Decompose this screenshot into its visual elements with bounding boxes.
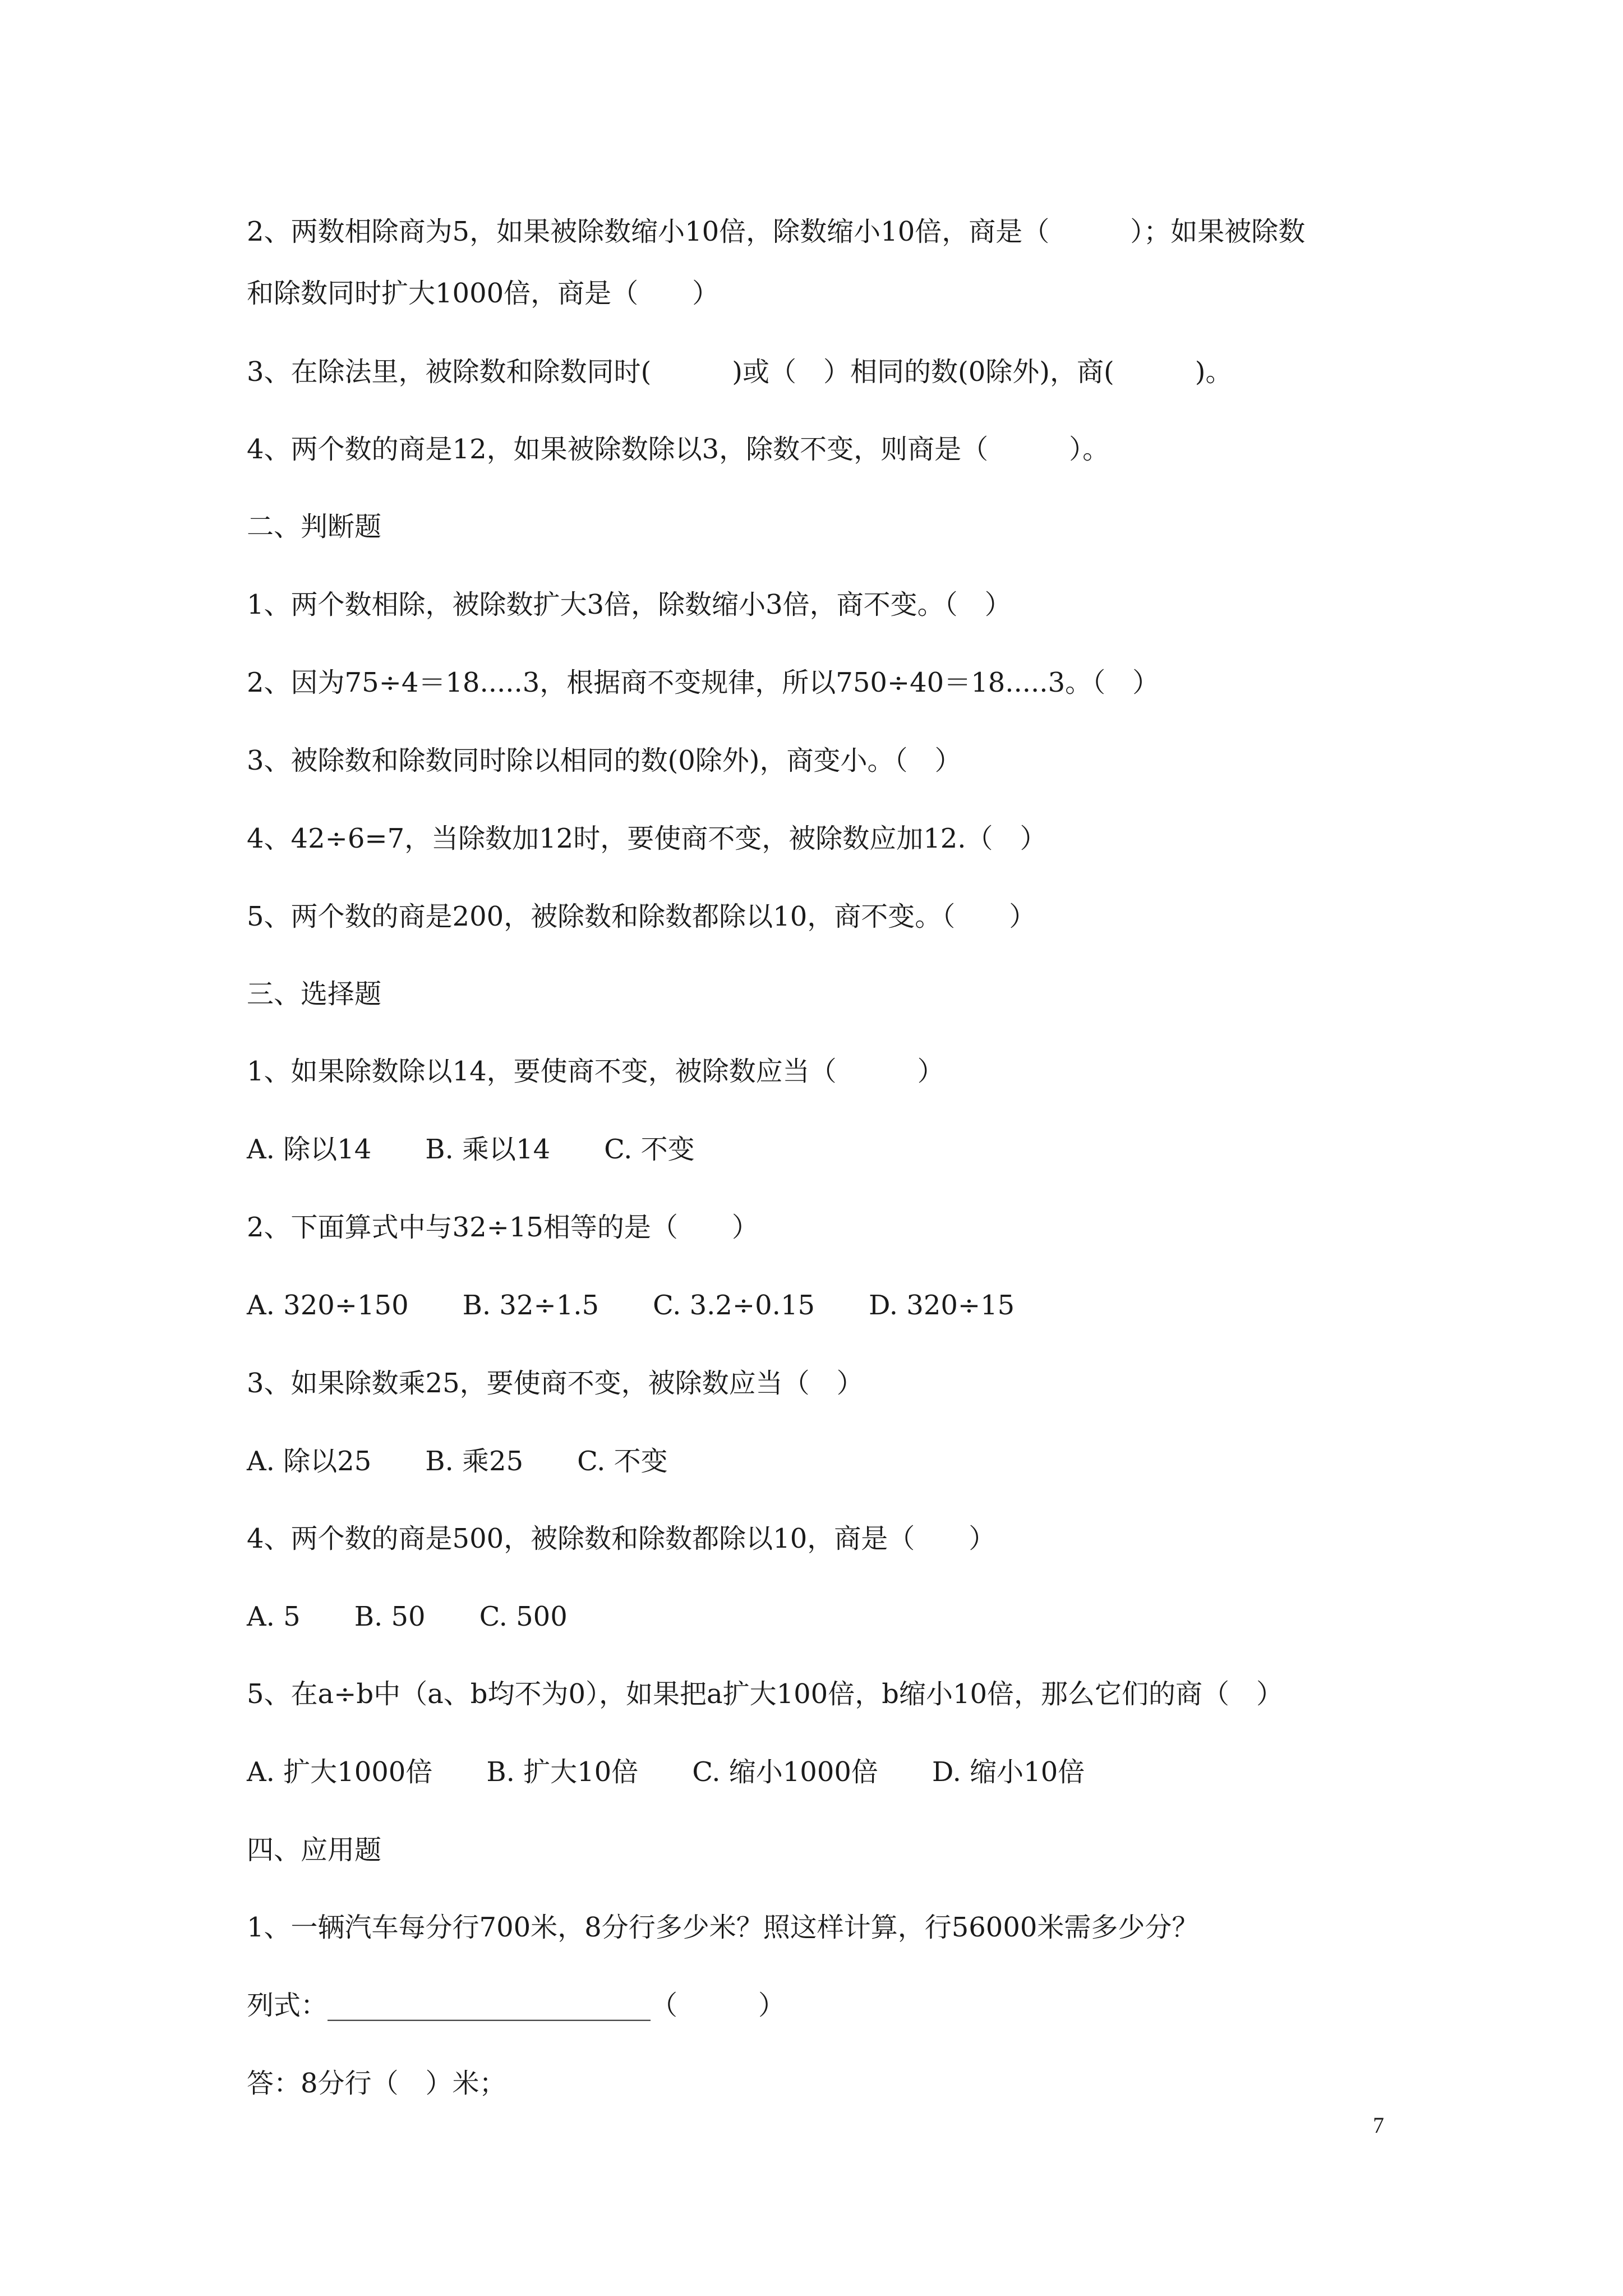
application-1-question: 1、一辆汽车每分行700米，8分行多少米？照这样计算，行56000米需多少分？ — [247, 1912, 1199, 1943]
judgment-3: 3、被除数和除数同时除以相同的数(0除外)，商变小。（ ） — [247, 745, 962, 776]
judgment-5: 5、两个数的商是200，被除数和除数都除以10，商不变。（ ） — [247, 901, 1036, 932]
section-heading-application: 四、应用题 — [247, 1834, 382, 1866]
choice-5-question: 5、在a÷b中（a、b均不为0），如果把a扩大100倍，b缩小10倍，那么它们的商（ ） — [247, 1678, 1284, 1710]
page-number: 7 — [1373, 2113, 1384, 2138]
judgment-2: 2、因为75÷4＝18.....3，根据商不变规律，所以750÷40＝18.....3。（ ） — [247, 667, 1160, 698]
question-2-line-1: 2、两数相除商为5，如果被除数缩小10倍，除数缩小10倍，商是（ ）；如果被除数 — [247, 216, 1306, 247]
choice-4-options: A. 5 B. 50 C. 500 — [247, 1601, 568, 1632]
choice-1-question: 1、如果除数除以14，要使商不变，被除数应当（ ） — [247, 1056, 944, 1087]
question-2-line-2: 和除数同时扩大1000倍，商是（ ） — [247, 278, 720, 309]
choice-4-question: 4、两个数的商是500，被除数和除数都除以10，商是（ ） — [247, 1523, 996, 1554]
choice-2-question: 2、下面算式中与32÷15相等的是（ ） — [247, 1212, 759, 1243]
choice-2-options: A. 320÷150 B. 32÷1.5 C. 3.2÷0.15 D. 320÷15 — [247, 1290, 1015, 1321]
judgment-4: 4、42÷6=7，当除数加12时，要使商不变，被除数应加12.（ ） — [247, 823, 1047, 854]
application-1-formula: 列式：________________________（ ） — [247, 1990, 786, 2021]
application-1-answer: 答：8分行（ ）米； — [247, 2068, 506, 2099]
section-heading-judgment: 二、判断题 — [247, 511, 382, 542]
choice-3-question: 3、如果除数乘25，要使商不变，被除数应当（ ） — [247, 1368, 864, 1399]
section-heading-choice: 三、选择题 — [247, 978, 382, 1010]
choice-5-options: A. 扩大1000倍 B. 扩大10倍 C. 缩小1000倍 D. 缩小10倍 — [247, 1756, 1085, 1788]
choice-3-options: A. 除以25 B. 乘25 C. 不变 — [247, 1446, 668, 1477]
question-4: 4、两个数的商是12，如果被除数除以3，除数不变，则商是（ ）。 — [247, 434, 1110, 465]
choice-1-options: A. 除以14 B. 乘以14 C. 不变 — [247, 1134, 695, 1165]
judgment-1: 1、两个数相除，被除数扩大3倍，除数缩小3倍，商不变。（ ） — [247, 589, 1012, 620]
question-3: 3、在除法里，被除数和除数同时( )或（ ）相同的数(0除外)，商( )。 — [247, 356, 1233, 388]
